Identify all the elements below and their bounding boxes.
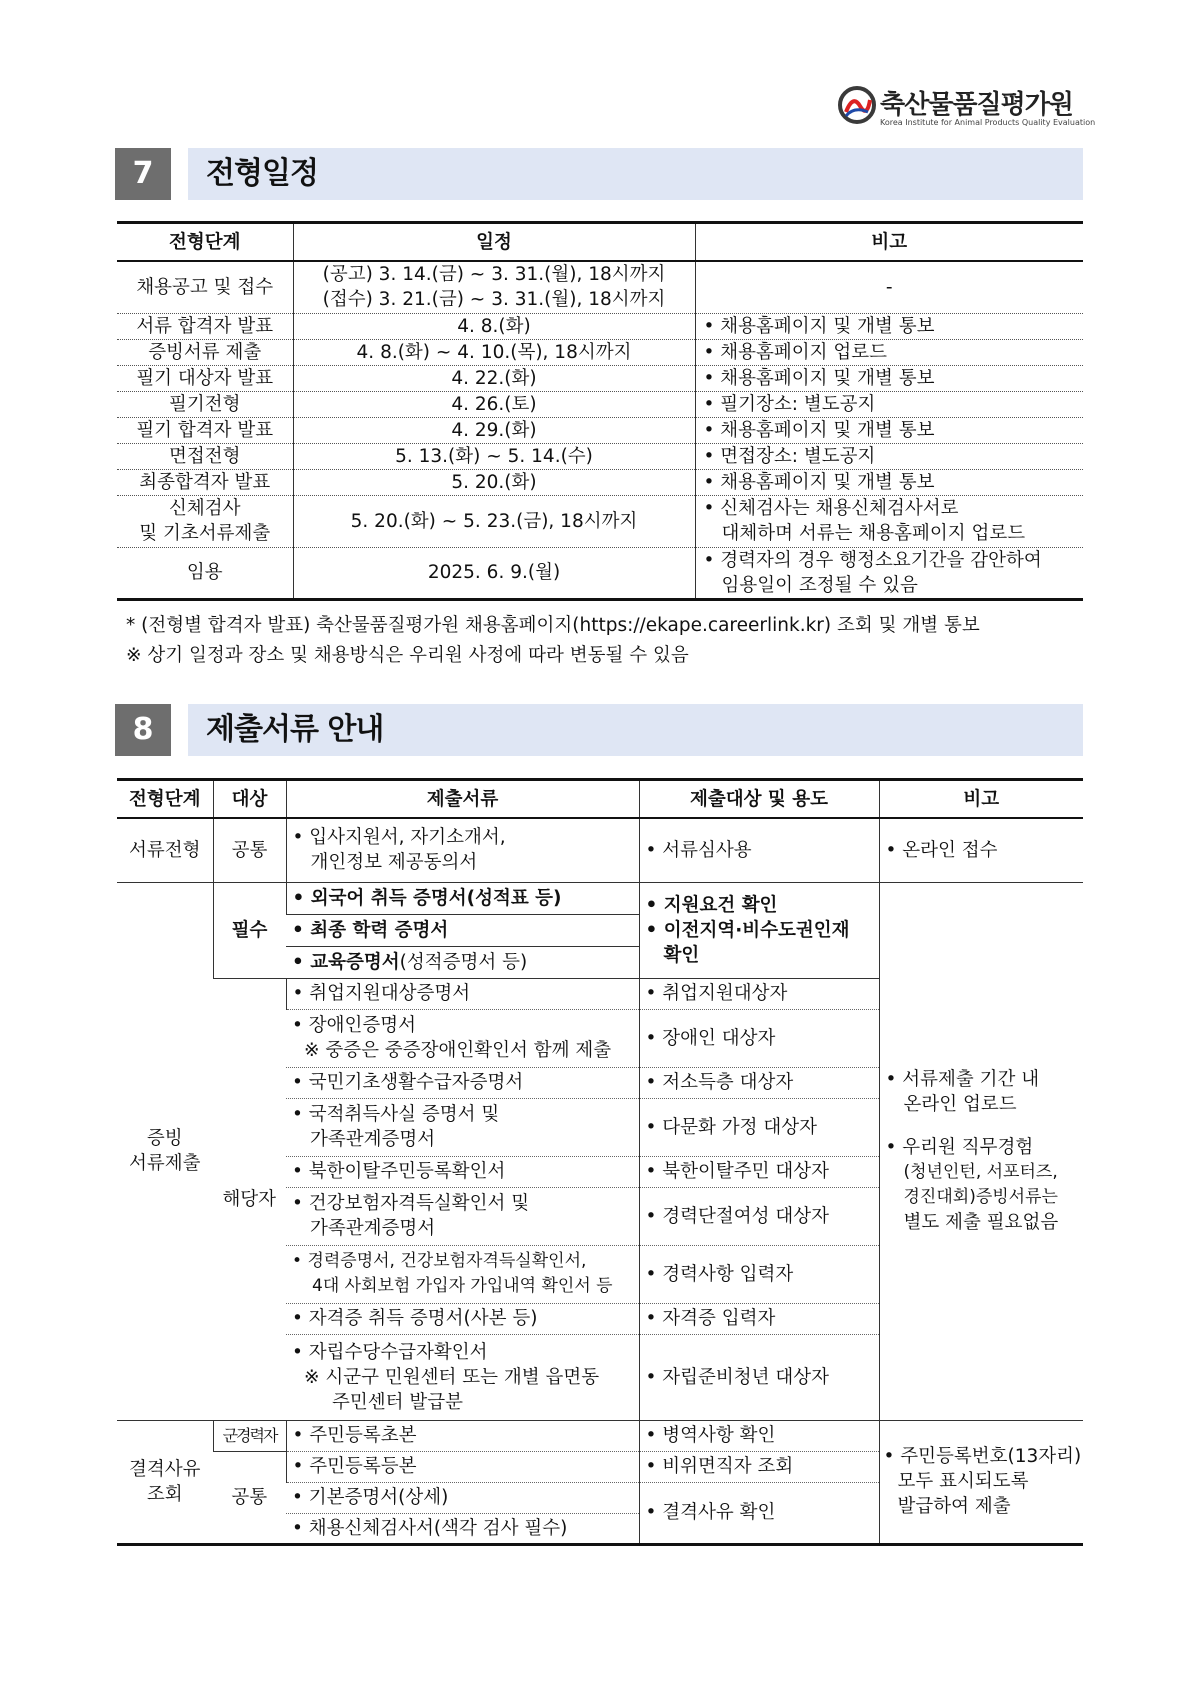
docs-cell [286,1098,639,1156]
stage-cell: 채용공고 및 접수 [117,261,293,313]
stage-cell: 필기 합격자 발표 [117,417,293,443]
docs-cell [286,914,639,946]
org-logo-subtitle: Korea Institute for Animal Products Quality Evaluation [880,118,1096,127]
schedule-header-row [117,223,1083,262]
purpose-cell [639,1334,879,1420]
doc-bold: • 최종 학력 증명서 [292,920,448,941]
purpose-text: • 병역사항 확인 [646,1425,776,1446]
note-line: • 신체검사는 채용신체검사서로 [704,496,1078,521]
note-text: • 온라인 접수 [886,840,998,861]
table-row [117,495,1083,547]
note-text: • 면접장소: 별도공지 [704,446,876,467]
note-text: • 채용홈페이지 및 개별 통보 [704,316,935,337]
target-cell-military: 군경력자 [213,1420,286,1451]
doc-rest: (성적증명서 등) [399,951,528,973]
doc-line: • 건강보험자격득실확인서 및 [292,1191,633,1216]
target-cell-required: 필수 [213,882,286,978]
doc-bold: • 교육증명서 [292,952,400,973]
schedule-table [117,221,1083,601]
note-cell [695,495,1083,547]
doc-line: • 북한이탈주민등록확인서 [292,1161,505,1182]
org-logo-name: 축산물품질평가원 [880,90,1073,120]
section-8-title: 제출서류 안내 [206,712,384,747]
doc-line: ※ 중증은 중증장애인확인서 함께 제출 [304,1040,612,1061]
stage-cell: 필기전형 [117,391,293,417]
section-7-title: 전형일정 [206,156,318,191]
note-cell: - [695,261,1083,313]
note-line: • 경력자의 경우 행정소요기간을 감안하여 [704,548,1078,573]
purpose-text: • 서류심사용 [646,840,752,861]
docs-cell [286,1067,639,1098]
docs-cell [286,1420,639,1451]
date-cell: 5. 20.(화) ~ 5. 23.(금), 18시까지 [293,495,695,547]
section-7-bar [188,148,1083,200]
section-7-number: 7 [115,148,171,200]
docs-header-target: 대상 [213,780,286,819]
stage-cell: 서류 합격자 발표 [117,313,293,339]
table-row [117,547,1083,599]
stage-line: 증빙 [146,1128,183,1149]
note-line: • 우리원 직무경험 [886,1135,1078,1160]
purpose-cell [639,1156,879,1187]
stage-cell: 임용 [186,562,223,583]
table-row [117,469,1083,495]
date-cell: 5. 13.(화) ~ 5. 14.(수) [293,443,695,469]
table-row [117,417,1083,443]
doc-bold: • 외국어 취득 증명서(성적표 등) [293,888,562,909]
doc-line: 개인정보 제공동의서 [310,852,478,874]
note-line: 발급하여 제출 [897,1496,1011,1517]
doc-line: 주민센터 발급분 [332,1391,463,1413]
docs-cell [286,818,639,882]
purpose-text: • 자립준비청년 대상자 [646,1367,830,1388]
doc-line: • 국적취득사실 증명서 및 [292,1102,633,1127]
section-8-number: 8 [115,704,171,756]
note-line: 모두 표시되도록 [897,1471,1029,1492]
stage-line: 신체검사 [169,498,241,519]
purpose-cell [639,1245,879,1303]
stage-line: 결격사유 [129,1458,201,1480]
section-8-bar [188,704,1083,756]
target-cell-applicable: 해당자 [213,978,286,1420]
note-line: (청년인턴, 서포터즈, [903,1162,1058,1182]
docs-cell [286,1187,639,1245]
date-cell: 4. 22.(화) [293,365,695,391]
purpose-text: • 북한이탈주민 대상자 [646,1161,830,1182]
docs-cell [286,1245,639,1303]
doc-line: • 경력증명서, 건강보험자격득실확인서, [292,1249,633,1274]
schedule-header-date: 일정 [293,223,695,262]
table-row [117,313,1083,339]
docs-header-purpose: 제출대상 및 용도 [639,780,879,819]
docs-cell [286,1303,639,1334]
schedule-footnote-2: ※ 상기 일정과 장소 및 채용방식은 우리원 사정에 따라 변동될 수 있음 [126,645,689,666]
docs-header-note: 비고 [879,780,1083,819]
purpose-text: • 저소득층 대상자 [646,1072,794,1093]
date-cell: 4. 29.(화) [293,417,695,443]
purpose-line: • 지원요건 확인 [646,893,873,918]
purpose-cell [639,978,879,1009]
note-cell [695,313,1083,339]
doc-line: ※ 시군구 민원센터 또는 개별 읍면동 [304,1366,600,1388]
purpose-cell [639,818,879,882]
date-cell [293,261,695,313]
purpose-text: • 비위면직자 조회 [646,1456,794,1477]
table-row [117,365,1083,391]
docs-cell [286,1482,639,1513]
note-text: • 채용홈페이지 업로드 [704,342,888,363]
docs-header-stage: 전형단계 [117,780,213,819]
table-row [117,1420,1083,1451]
note-cell [879,1420,1083,1544]
purpose-text: • 취업지원대상자 [646,983,788,1004]
documents-table [117,778,1083,1546]
docs-cell [286,882,639,914]
doc-line: • 자격증 취득 증명서(사본 등) [292,1308,537,1329]
note-text: • 채용홈페이지 및 개별 통보 [704,368,935,389]
date-line: (공고) 3. 14.(금) ~ 3. 31.(월), 18시까지 [322,264,666,286]
table-row [117,882,1083,914]
note-line: 경진대회)증빙서류는 [903,1187,1058,1207]
date-cell: 5. 20.(화) [293,469,695,495]
purpose-cell [639,1420,879,1451]
purpose-cell [639,1482,879,1544]
date-line: (접수) 3. 21.(금) ~ 3. 31.(월), 18시까지 [322,289,666,311]
purpose-text: • 경력단절여성 대상자 [646,1206,830,1227]
stage-cell: 최종합격자 발표 [117,469,293,495]
purpose-text: • 다문화 가정 대상자 [646,1117,818,1138]
purpose-line: 확인 [663,944,700,966]
stage-line: 조회 [146,1483,183,1505]
doc-line: • 장애인증명서 [292,1013,633,1038]
date-cell: 4. 8.(화) ~ 4. 10.(목), 18시까지 [293,339,695,365]
purpose-text: • 결격사유 확인 [646,1502,776,1523]
docs-header-docs: 제출서류 [286,780,639,819]
stage-cell: 서류전형 [117,818,213,882]
note-text: • 채용홈페이지 및 개별 통보 [704,472,935,493]
purpose-line: • 이전지역·비수도권인재 [646,918,873,943]
org-logo [838,84,1096,132]
doc-line: 4대 사회보험 가입자 가입내역 확인서 등 [312,1276,613,1296]
docs-cell [286,946,639,978]
docs-cell [286,1156,639,1187]
stage-line: 서류제출 [129,1153,201,1174]
date-cell: 4. 8.(화) [293,313,695,339]
note-cell [695,469,1083,495]
note-cell [695,365,1083,391]
stage-cell [117,882,213,1420]
date-cell: 2025. 6. 9.(월) [293,547,695,599]
note-cell [695,443,1083,469]
table-row [117,339,1083,365]
note-cell [695,547,1083,599]
table-row [117,391,1083,417]
docs-cell [286,1513,639,1544]
doc-line: • 주민등록등본 [293,1456,417,1477]
purpose-text: • 장애인 대상자 [646,1028,776,1049]
date-cell: 4. 26.(토) [293,391,695,417]
schedule-footnote-1: * (전형별 합격자 발표) 축산물품질평가원 채용홈페이지(https://ekape.careerlink.kr) 조회 및 개별 통보 [126,615,980,636]
note-cell [695,391,1083,417]
org-logo-emblem-icon [838,86,876,124]
purpose-cell [639,1098,879,1156]
purpose-cell [639,1009,879,1067]
doc-line: • 취업지원대상증명서 [293,983,471,1004]
target-cell-common: 공통 [213,1451,286,1544]
purpose-cell [639,1451,879,1482]
schedule-header-note: 비고 [695,223,1083,262]
note-text: • 채용홈페이지 및 개별 통보 [704,420,935,441]
stage-cell [117,495,293,547]
stage-line: 및 기초서류제출 [139,523,271,544]
note-line: • 주민등록번호(13자리) [884,1444,1078,1469]
table-row [117,261,1083,313]
note-line: 대체하며 서류는 채용홈페이지 업로드 [721,523,1026,544]
note-line: 온라인 업로드 [903,1094,1017,1115]
note-cell [695,339,1083,365]
docs-cell [286,1009,639,1067]
note-line: 별도 제출 필요없음 [903,1212,1059,1233]
note-cell [879,818,1083,882]
note-line: 임용일이 조정될 수 있음 [721,574,918,596]
doc-line: 가족관계증명서 [310,1218,436,1239]
target-cell: 공통 [213,818,286,882]
doc-line: 가족관계증명서 [310,1129,436,1150]
doc-line: • 입사지원서, 자기소개서, [293,825,633,850]
doc-line: • 채용신체검사서(색각 검사 필수) [292,1518,567,1539]
stage-cell [117,1420,213,1544]
stage-cell: 면접전형 [117,443,293,469]
doc-line: • 주민등록초본 [293,1425,417,1446]
note-text: • 필기장소: 별도공지 [704,394,876,415]
docs-cell [286,1451,639,1482]
note-cell [695,417,1083,443]
note-cell [879,882,1083,1420]
purpose-cell [639,1187,879,1245]
docs-cell [286,1334,639,1420]
purpose-text: • 자격증 입력자 [646,1308,776,1329]
stage-cell: 증빙서류 제출 [117,339,293,365]
table-row [117,443,1083,469]
doc-line: • 기본증명서(상세) [292,1487,448,1508]
stage-cell: 필기 대상자 발표 [117,365,293,391]
purpose-cell [639,1303,879,1334]
documents-header-row [117,780,1083,819]
purpose-cell [639,1067,879,1098]
schedule-header-stage: 전형단계 [117,223,293,262]
doc-line: • 자립수당수급자확인서 [292,1340,633,1365]
note-spacer [886,1117,1078,1135]
docs-cell [286,978,639,1009]
purpose-text: • 경력사항 입력자 [646,1264,794,1285]
table-row [117,818,1083,882]
purpose-cell [639,882,879,978]
doc-line: • 국민기초생활수급자증명서 [292,1072,523,1093]
note-line: • 서류제출 기간 내 [886,1067,1078,1092]
